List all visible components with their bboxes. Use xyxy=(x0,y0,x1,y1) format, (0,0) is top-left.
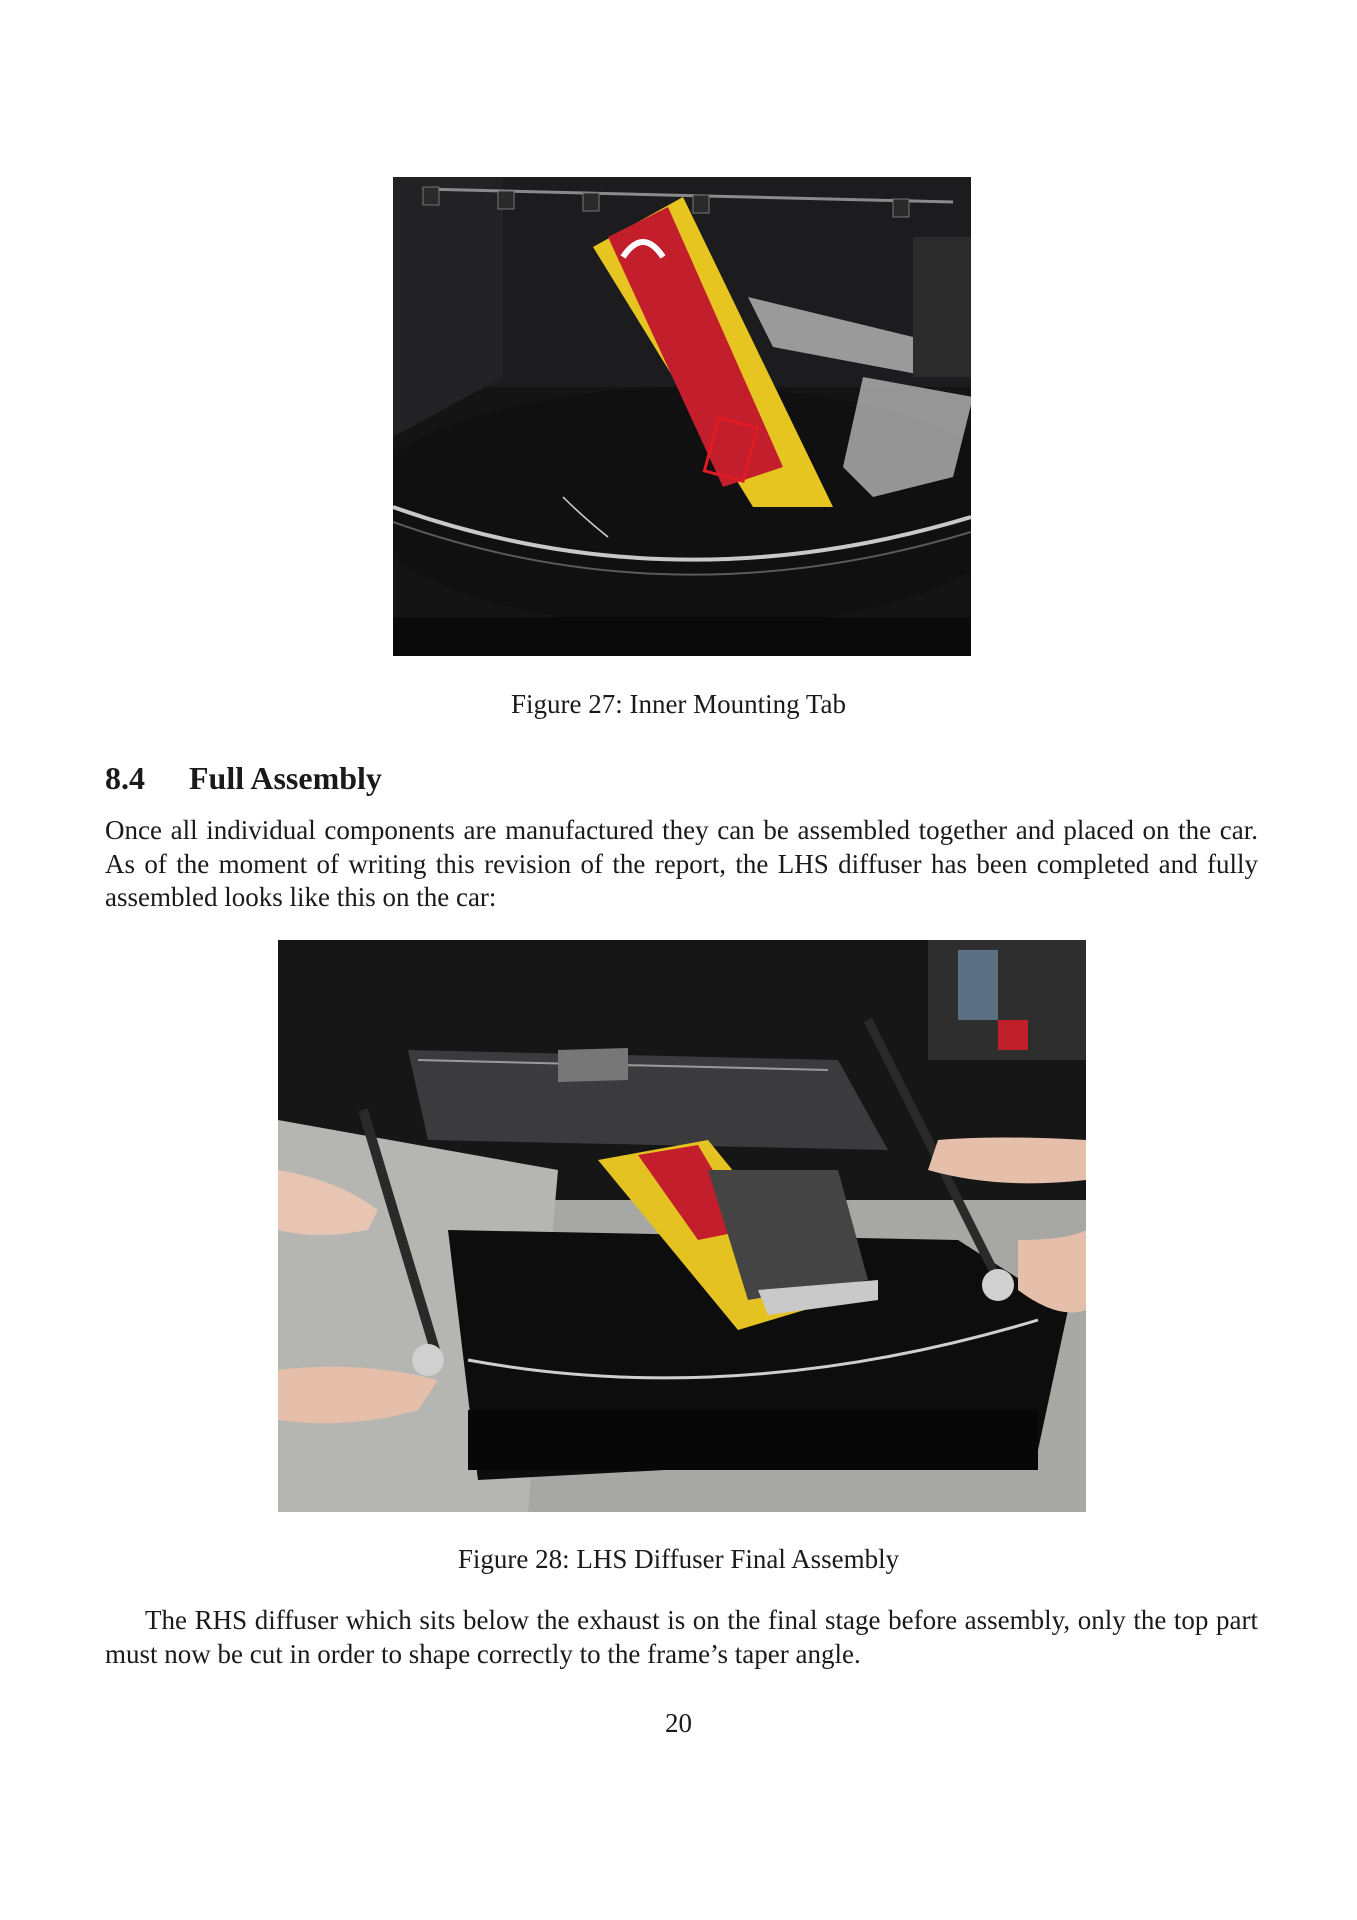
figure-28-caption: Figure 28: LHS Diffuser Final Assembly xyxy=(457,1544,900,1574)
section-number: 8.4 xyxy=(105,760,145,796)
figure-27-caption: Figure 27: Inner Mounting Tab xyxy=(510,689,847,719)
figure-28-photo xyxy=(278,940,1086,1512)
paragraph: Once all individual components are manufactured they can be assembled together and placed on the car. As of the moment of writing this revision of the report, the LHS diffuser has been completed and fully assembled looks like this on the car: xyxy=(105,815,1258,912)
section-heading xyxy=(105,758,382,798)
page-number: 20 xyxy=(665,1708,692,1738)
section-title: Full Assembly xyxy=(189,760,382,796)
paragraph: The RHS diffuser which sits below the exhaust is on the final stage before assembly, only the top part must now be cut in order to shape correctly to the frame’s taper angle. xyxy=(105,1605,1258,1669)
figure-27-photo xyxy=(393,177,971,656)
